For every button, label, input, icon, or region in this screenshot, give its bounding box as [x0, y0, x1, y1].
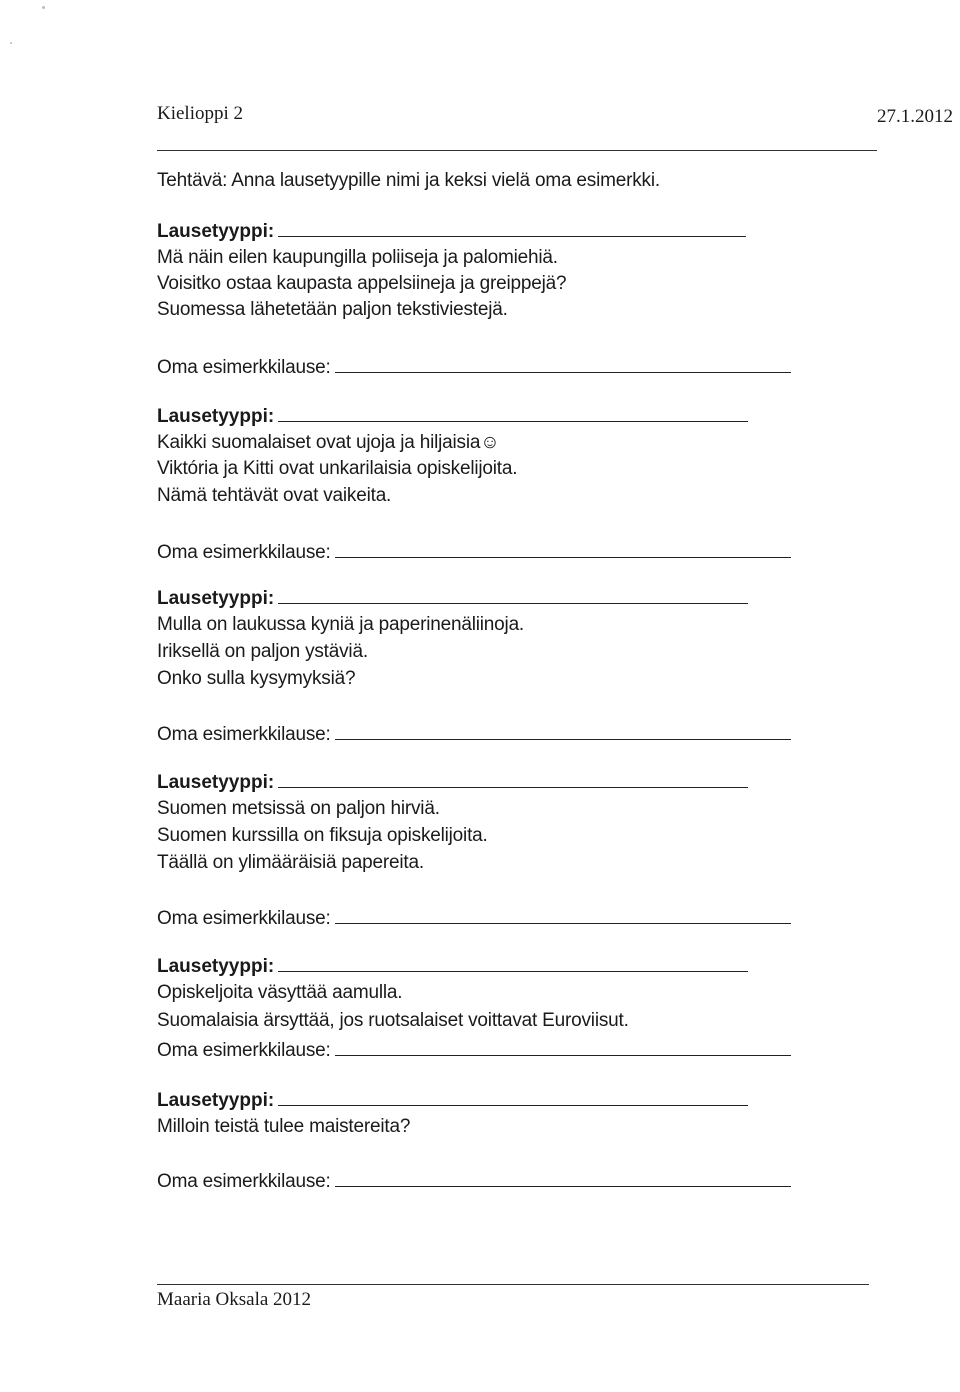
- example-sentence: Voisitko ostaa kaupasta appelsiineja ja greippejä?: [157, 273, 567, 294]
- example-sentence: Kaikki suomalaiset ovat ujoja ja hiljaisia☺: [157, 432, 500, 453]
- own-example-blank[interactable]: [335, 721, 791, 740]
- sentence-type-label: Lausetyyppi:: [157, 1087, 748, 1112]
- example-sentence: Suomen kurssilla on fiksuja opiskelijoita.: [157, 825, 488, 846]
- example-sentence: Täällä on ylimääräisiä papereita.: [157, 852, 424, 873]
- scan-speck: [10, 42, 12, 44]
- sentence-type-blank[interactable]: [278, 1087, 748, 1106]
- header-rule: [157, 150, 877, 151]
- example-sentence: Suomen metsissä on paljon hirviä.: [157, 798, 440, 819]
- sentence-type-blank[interactable]: [278, 953, 748, 972]
- example-sentence: Suomessa lähetetään paljon tekstiviestejä.: [157, 299, 508, 320]
- own-example-blank[interactable]: [335, 1168, 791, 1187]
- own-example-label: Oma esimerkkilause:: [157, 721, 791, 746]
- own-example-label: Oma esimerkkilause:: [157, 1037, 791, 1062]
- scan-speck: [42, 6, 45, 9]
- own-example-label: Oma esimerkkilause:: [157, 905, 791, 930]
- sentence-type-label: Lausetyyppi:: [157, 403, 748, 428]
- sentence-type-label: Lausetyyppi:: [157, 585, 748, 610]
- own-example-blank[interactable]: [335, 1037, 791, 1056]
- footer-rule: [157, 1284, 869, 1285]
- sentence-type-blank[interactable]: [278, 218, 746, 237]
- sentence-type-blank[interactable]: [278, 769, 748, 788]
- example-sentence: Opiskeljoita väsyttää aamulla.: [157, 982, 403, 1003]
- example-sentence: Milloin teistä tulee maistereita?: [157, 1116, 411, 1137]
- own-example-label: Oma esimerkkilause:: [157, 354, 791, 379]
- example-sentence: Mä näin eilen kaupungilla poliiseja ja palomiehiä.: [157, 247, 558, 268]
- example-sentence: Viktória ja Kitti ovat unkarilaisia opiskelijoita.: [157, 458, 518, 479]
- footer-author: Maaria Oksala 2012: [157, 1289, 312, 1310]
- own-example-blank[interactable]: [335, 354, 791, 373]
- sentence-type-label: Lausetyyppi:: [157, 953, 748, 978]
- header-date: 27.1.2012: [877, 106, 953, 127]
- own-example-label: Oma esimerkkilause:: [157, 1168, 791, 1193]
- example-sentence: Nämä tehtävät ovat vaikeita.: [157, 485, 392, 506]
- task-instruction: Tehtävä: Anna lausetyypille nimi ja keksi vielä oma esimerkki.: [157, 170, 660, 191]
- sentence-type-blank[interactable]: [278, 585, 748, 604]
- own-example-blank[interactable]: [335, 905, 791, 924]
- example-sentence: Suomalaisia ärsyttää, jos ruotsalaiset voittavat Euroviisut.: [157, 1010, 629, 1031]
- own-example-label: Oma esimerkkilause:: [157, 539, 791, 564]
- example-sentence: Mulla on laukussa kyniä ja paperinenäliinoja.: [157, 614, 525, 635]
- sentence-type-label: Lausetyyppi:: [157, 769, 748, 794]
- header-title: Kielioppi 2: [157, 103, 244, 124]
- example-sentence: Onko sulla kysymyksiä?: [157, 668, 356, 689]
- own-example-blank[interactable]: [335, 539, 791, 558]
- sentence-type-label: Lausetyyppi:: [157, 218, 746, 243]
- sentence-type-blank[interactable]: [278, 403, 748, 422]
- example-sentence: Iriksellä on paljon ystäviä.: [157, 641, 368, 662]
